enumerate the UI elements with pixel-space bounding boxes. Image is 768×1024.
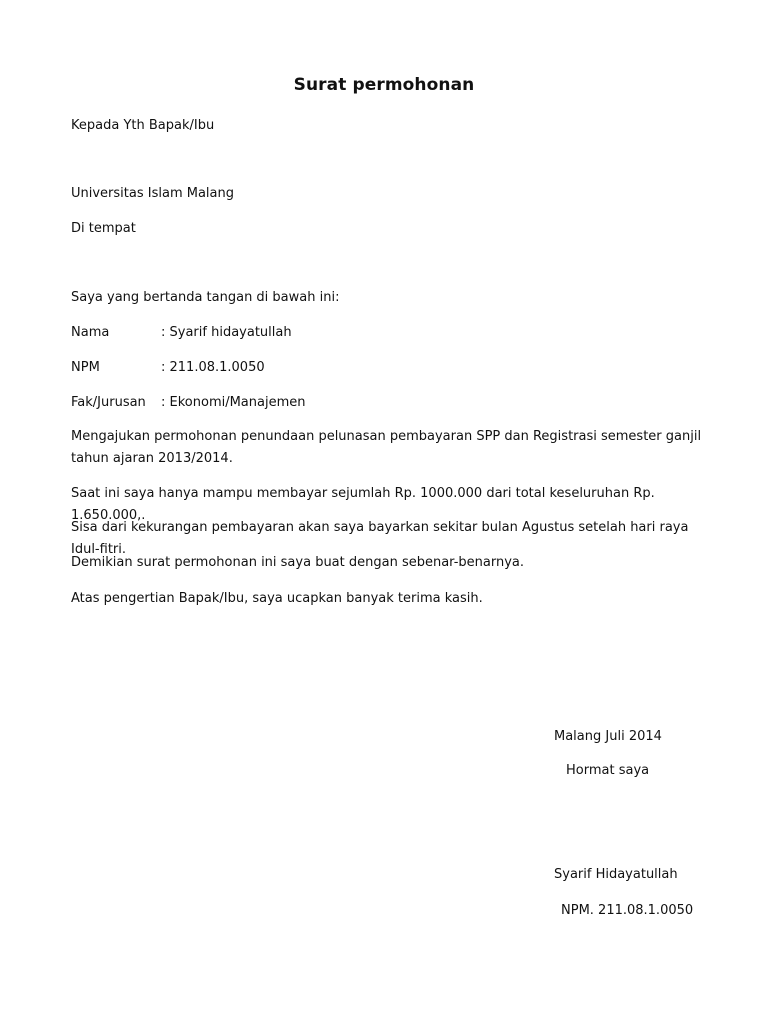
field-value: : Ekonomi/Manajemen — [161, 395, 306, 410]
institution-name: Universitas Islam Malang — [71, 186, 234, 201]
signature-closing: Hormat saya — [566, 763, 650, 778]
field-label: NPM — [71, 360, 100, 375]
field-label: Nama — [71, 325, 110, 340]
recipient-line: Kepada Yth Bapak/Ibu — [71, 118, 215, 133]
field-label: Fak/Jurusan — [71, 395, 146, 410]
body-paragraph-remainder: Sisa dari kekurangan pembayaran akan saya bayarkan sekitar bulan Agustus setelah hari raya Idul-fitri. — [71, 520, 689, 557]
body-paragraph-payment: Saat ini saya hanya mampu membayar sejumlah Rp. 1000.000 dari total keseluruhan Rp. 1.650.000,. — [71, 486, 655, 523]
field-row-nama — [71, 322, 292, 344]
location-line: Di tempat — [71, 221, 136, 236]
field-value: : 211.08.1.0050 — [161, 360, 265, 375]
signature-place-date: Malang Juli 2014 — [554, 729, 662, 744]
letter-title: Surat permohonan — [293, 75, 475, 95]
signature-npm: NPM. 211.08.1.0050 — [561, 903, 694, 918]
field-row-npm — [71, 357, 265, 379]
field-value: : Syarif hidayatullah — [161, 325, 292, 340]
intro-line: Saya yang bertanda tangan di bawah ini: — [71, 290, 340, 305]
body-paragraph-thanks: Atas pengertian Bapak/Ibu, saya ucapkan banyak terima kasih. — [71, 591, 483, 606]
body-paragraph-statement: Demikian surat permohonan ini saya buat dengan sebenar-benarnya. — [71, 555, 524, 570]
body-paragraph-request: Mengajukan permohonan penundaan pelunasan pembayaran SPP dan Registrasi semester ganjil tahun ajaran 2013/2014. — [71, 429, 702, 466]
field-row-jurusan — [71, 392, 306, 414]
signature-name: Syarif Hidayatullah — [554, 867, 678, 882]
